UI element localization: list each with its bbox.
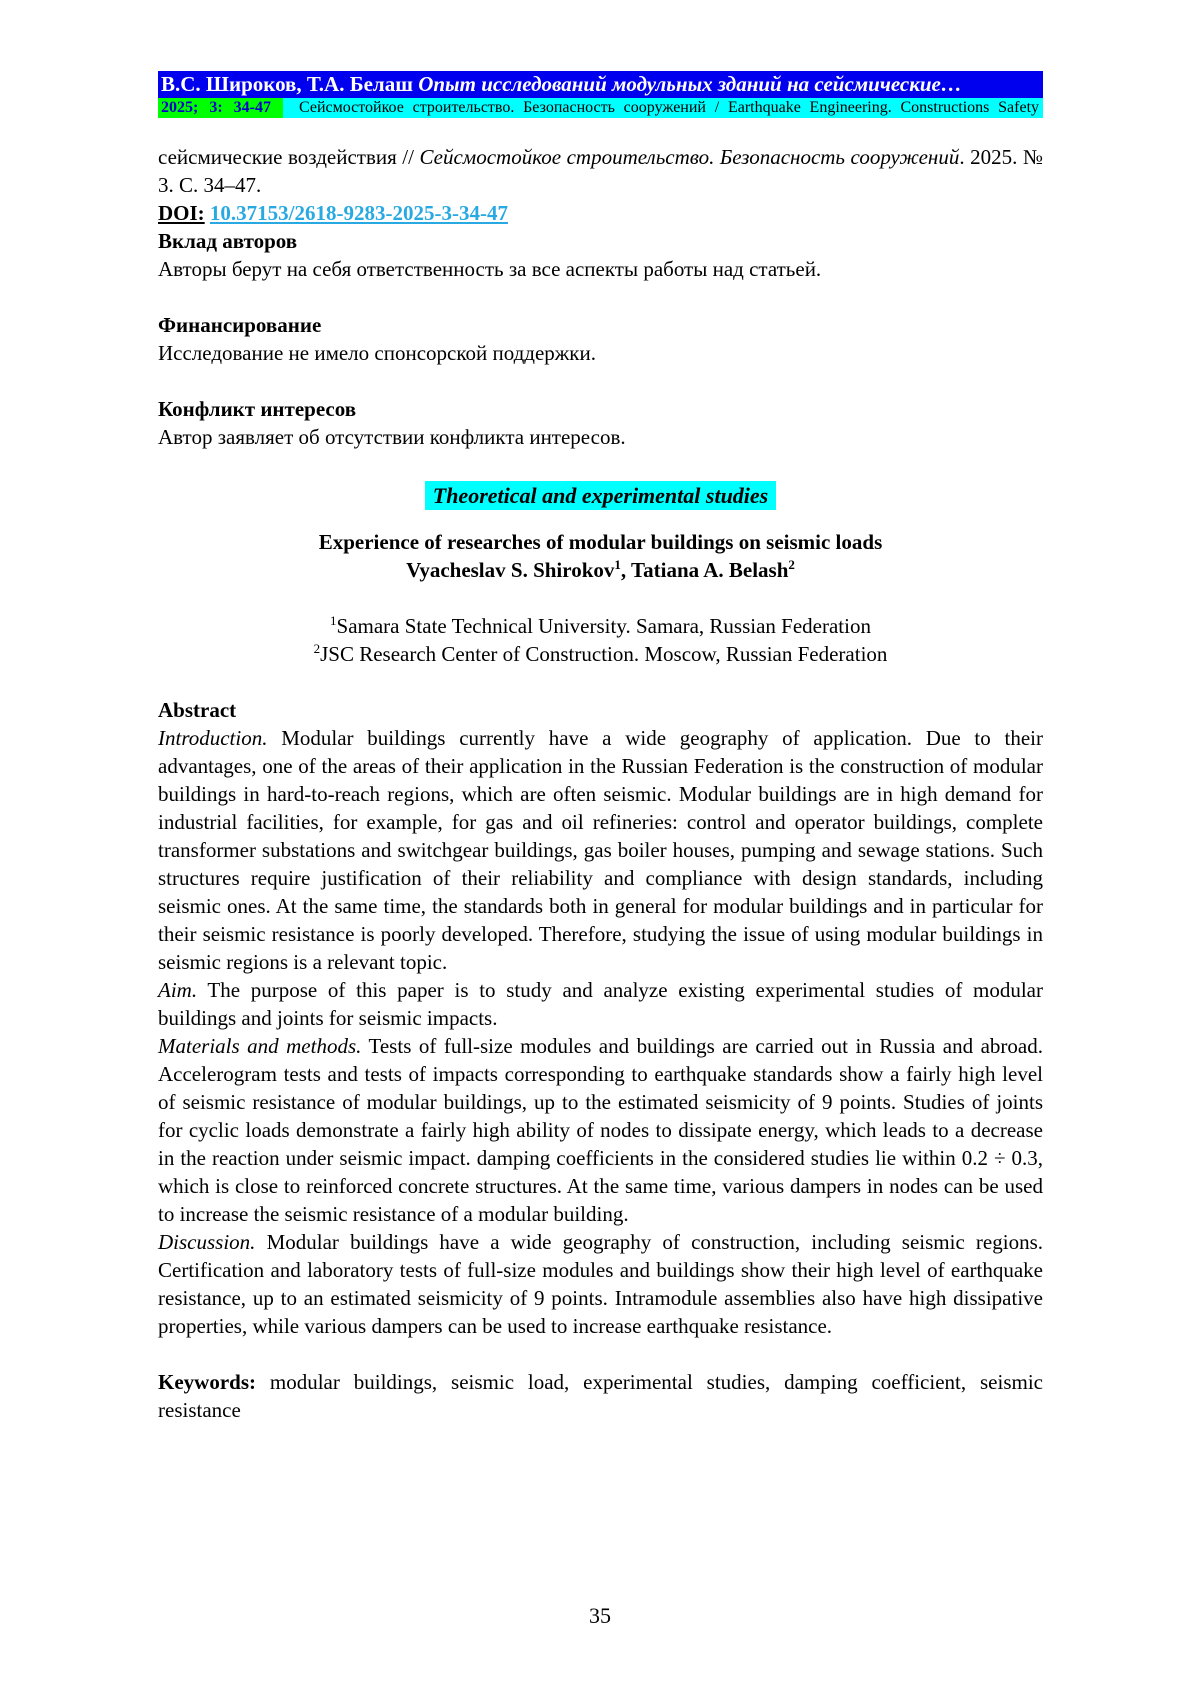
section-heading: Вклад авторов <box>158 229 298 253</box>
running-header-authors: В.С. Широков, Т.А. Белаш <box>161 72 413 96</box>
citation-journal-italic: Сейсмостойкое строительство. Безопасность сооружений <box>419 145 960 169</box>
abstract-lead: Materials and methods. <box>158 1034 362 1058</box>
section-funding <box>158 311 1043 367</box>
running-title-bar <box>158 71 1043 98</box>
keywords-text: modular buildings, seismic load, experimental studies, damping coefficient, seismic resistance <box>158 1370 1043 1422</box>
section-text: Авторы берут на себя ответственность за все аспекты работы над статьей. <box>158 257 822 281</box>
section-author-contribution <box>158 227 1043 283</box>
author-2-affiliation-mark: 2 <box>788 557 795 572</box>
running-header <box>158 71 1043 118</box>
abstract-lead: Discussion. <box>158 1230 256 1254</box>
abstract-text: Tests of full-size modules and buildings are carried out in Russia and abroad. Accelerogram tests and tests of impacts corresponding to earthquake standards show a fairly high level of seismic resistance of modular buildings, up to the estimated seismicity of 9 points. Studies of joints for cyclic loads demonstrate a fairly high ability of nodes to dissipate energy, which leads to a decrease in the reaction under seismic impact. damping coefficients in the considered studies lie within 0.2 ÷ 0.3, which is close to reinforced concrete structures. At the same time, various dampers in nodes can be used to increase the seismic resistance of a modular building. <box>158 1034 1043 1226</box>
affiliation-1 <box>158 612 1043 640</box>
page-number: 35 <box>589 1603 611 1628</box>
meta-sections <box>158 227 1043 451</box>
affiliation-2-text: JSC Research Center of Construction. Moscow, Russian Federation <box>320 642 888 666</box>
keywords-line <box>158 1368 1043 1424</box>
rubric-line <box>158 478 1043 513</box>
section-heading: Конфликт интересов <box>158 397 357 421</box>
authors-separator: , <box>620 558 632 582</box>
journal-name-en: Earthquake Engineering. Constructions Safety <box>727 99 1040 116</box>
doi-line <box>158 199 1043 227</box>
article-title: Experience of researches of modular buildings on seismic loads <box>318 530 883 554</box>
authors-line <box>158 556 1043 584</box>
running-header-title: Опыт исследований модульных зданий на сейсмические… <box>412 72 962 96</box>
author-1-name: Vyacheslav S. Shirokov <box>406 558 615 582</box>
journal-name-separator: / <box>706 99 728 116</box>
abstract-text: The purpose of this paper is to study and analyze existing experimental studies of modular buildings and joints for seismic impacts. <box>158 978 1043 1030</box>
journal-strip <box>158 98 1043 118</box>
abstract-lead: Aim. <box>158 978 198 1002</box>
doi-label: DOI: <box>158 201 205 225</box>
affiliation-1-mark: 1 <box>330 613 337 628</box>
issue-badge: 2025; 3: 34-47 <box>158 98 283 118</box>
journal-name-line <box>283 98 1043 118</box>
affiliation-1-text: Samara State Technical University. Samara, Russian Federation <box>336 614 871 638</box>
doi-link[interactable]: 10.37153/2618-9283-2025-3-34-47 <box>209 201 508 225</box>
citation-prefix: сейсмические воздействия // <box>158 145 420 169</box>
author-1-affiliation-mark: 1 <box>614 557 621 572</box>
section-heading: Финансирование <box>158 313 322 337</box>
affiliation-2-mark: 2 <box>313 641 321 656</box>
affiliation-2 <box>158 640 1043 668</box>
journal-name-ru: Сейсмостойкое строительство. Безопасность сооружений <box>298 99 706 116</box>
abstract-paragraph-discussion <box>158 1228 1043 1340</box>
citation-paragraph <box>158 143 1043 199</box>
abstract-lead: Introduction. <box>158 726 268 750</box>
rubric-highlight: Theoretical and experimental studies <box>425 481 777 510</box>
section-conflict-of-interest <box>158 395 1043 451</box>
abstract-text: Modular buildings have a wide geography of construction, including seismic regions. Certification and laboratory tests of full-size modules and buildings show their high level of earthquake resistance, up to an estimated seismicity of 9 points. Intramodule assemblies also have high dissipative properties, while various dampers can be used to increase earthquake resistance. <box>158 1230 1043 1338</box>
section-text: Автор заявляет об отсутствии конфликта интересов. <box>158 425 626 449</box>
section-text: Исследование не имело спонсорской поддержки. <box>158 341 596 365</box>
abstract-body <box>158 724 1043 1340</box>
abstract-heading: Abstract <box>158 698 237 722</box>
author-2-name: Tatiana A. Belash <box>631 558 789 582</box>
affiliations <box>158 612 1043 668</box>
citation-suffix: . 2025. № 3. С. 34–47. <box>158 145 1043 197</box>
abstract-paragraph-introduction <box>158 724 1043 976</box>
abstract-paragraph-aim <box>158 976 1043 1032</box>
abstract-text: Modular buildings currently have a wide geography of application. Due to their advantages, one of the areas of their application in the Russian Federation is the construction of modular buildings in hard-to-reach regions, which are often seismic. Modular buildings are in high demand for industrial facilities, for example, for gas and oil refineries: control and operator buildings, complete transformer substations and switchgear buildings, gas boiler houses, pumping and sewage stations. Such structures require justification of their reliability and compliance with design standards, including seismic ones. At the same time, the standards both in general for modular buildings and in particular for their seismic resistance is poorly developed. Therefore, studying the issue of using modular buildings in seismic regions is a relevant topic. <box>158 726 1043 974</box>
keywords-label: Keywords: <box>158 1370 256 1394</box>
abstract-paragraph-materials-methods <box>158 1032 1043 1228</box>
